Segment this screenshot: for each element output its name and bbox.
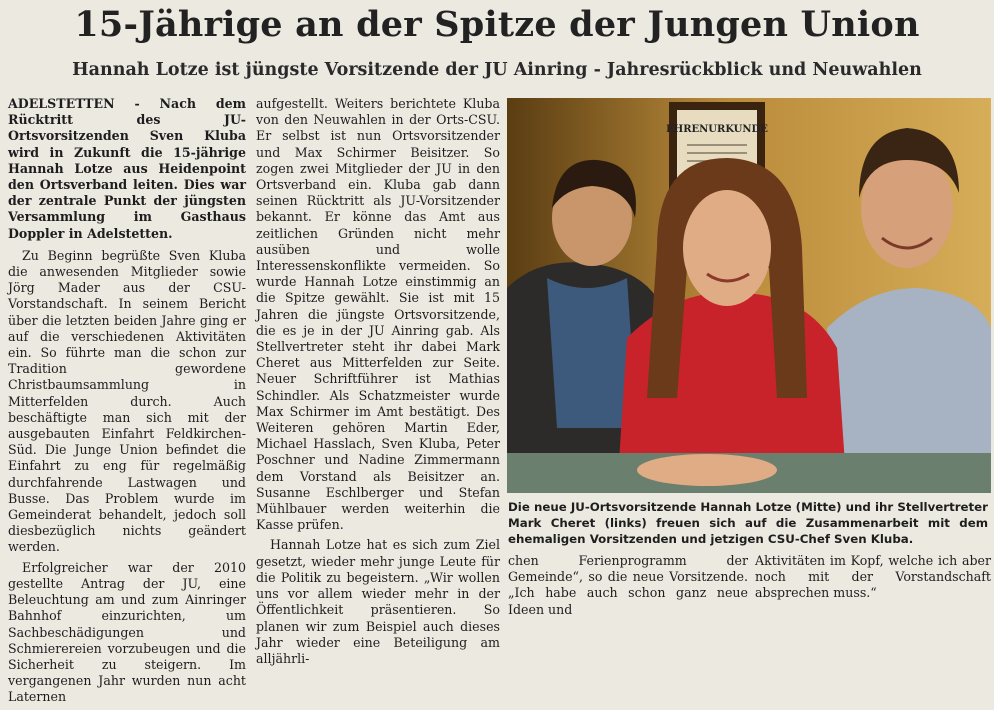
- certificate-title: EHRENURKUNDE: [666, 124, 768, 135]
- paragraph: Hannah Lotze hat es sich zum Ziel gesetzt, wieder mehr junge Leute für die Politik zu begeistern. „Wir wollen uns vor allem wieder mehr in der Öffentlichkeit präsentieren. So planen wir zum Beispiel auch dieses Jahr wieder eine Beteiligung am alljährli-: [256, 537, 500, 666]
- paragraph: aufgestellt. Weiters berichtete Kluba von den Neuwahlen in der Orts-CSU. Er selbst ist nun Ortsvorsitzender und Max Schirmer Beisitzer. So zogen zwei Mitglieder der JU in den Ortsverband ein. Kluba gab dann seinen Rücktritt als JU-Vorsitzender bekannt. Er könne das Amt aus zeitlichen Gründen nicht mehr ausüben und wolle Interessenskonflikte vermeiden. So wurde Hannah Lotze einstimmig an die Spitze gewählt. Sie ist mit 15 Jahren die jüngste Ortsvorsitzende, die es je in der JU Ainring gab. Als Stellvertreter steht ihr dabei Mark Cheret aus Mitterfelden zur Seite. Neuer Schriftführer ist Mathias Schindler. Als Schatzmeister wurde Max Schirmer im Amt bestätigt. Des Weiteren gehören Martin Eder, Michael Hasslach, Sven Kluba, Peter Poschner und Nadine Zimmermann dem Vorstand als Beisitzer an. Susanne Eschlberger und Stefan Mühlbauer werden weiterhin die Kasse prüfen.: [256, 96, 500, 533]
- photo-caption: Die neue JU-Ortsvorsitzende Hannah Lotze (Mitte) und ihr Stellvertreter Mark Cheret (links) freuen sich auf die Zusammenarbeit mit dem ehemaligen Vorsitzenden und jetzigen CSU-Chef Sven Kluba.: [508, 500, 989, 546]
- article-column-1: [8, 96, 246, 710]
- article-photo: [507, 98, 991, 493]
- paragraph: Erfolgreicher war der 2010 gestellte Antrag der JU, eine Beleuchtung am und zum Ainringer Bahnhof einzurichten, um Sachbeschädigungen und Schmierereien vorzubeugen und die Sicherheit zu steigern. Im vergangenen Jahr wurden nun acht Laternen: [8, 559, 246, 705]
- paragraph: chen Ferienprogramm der Gemeinde“, so die neue Vorsitzende. „Ich habe auch schon ganz neue Ideen und: [508, 553, 748, 617]
- article-column-2: [256, 96, 500, 671]
- dateline: ADELSTETTEN: [8, 96, 115, 111]
- article-column-4: [755, 553, 991, 606]
- lead-text: - Nach dem Rücktritt des JU-Ortsvorsitzenden Sven Kluba wird in Zukunft die 15-jährige Hannah Lotze aus Heidenpoint den Ortsverband leiten. Dies war der zentrale Punkt der jüngsten Versammlung im Gasthaus Doppler in Adelstetten.: [8, 96, 247, 241]
- paragraph: Zu Beginn begrüßte Sven Kluba die anwesenden Mitglieder sowie Jörg Mader aus der CSU-Vorstandschaft. In seinem Bericht über die letzten beiden Jahre ging er auf die verschiedenen Aktivitäten ein. So führte man die schon zur Tradition gewordene Christbaumsammlung in Mitterfelden durch. Auch beschäftigte man sich mit der ausgebauten Einfahrt Feldkirchen-Süd. Die Junge Union befindet die Einfahrt zu eng für regelmäßig durchfahrende Lastwagen und Busse. Das Problem wurde im Gemeinderat behandelt, jedoch soll diesbezüglich nichts geändert werden.: [8, 247, 246, 555]
- article-subheadline: Hannah Lotze ist jüngste Vorsitzende der JU Ainring - Jahresrückblick und Neuwahlen: [72, 60, 922, 80]
- hands: [637, 454, 777, 486]
- paragraph: Aktivitäten im Kopf, welche ich aber noch mit der Vorstandschaft absprechen muss.“: [755, 553, 991, 601]
- article-column-3: [508, 553, 748, 622]
- article-lead: [8, 96, 246, 242]
- article-headline: 15-Jährige an der Spitze der Jungen Union: [74, 4, 920, 45]
- photo-illustration: [507, 98, 991, 493]
